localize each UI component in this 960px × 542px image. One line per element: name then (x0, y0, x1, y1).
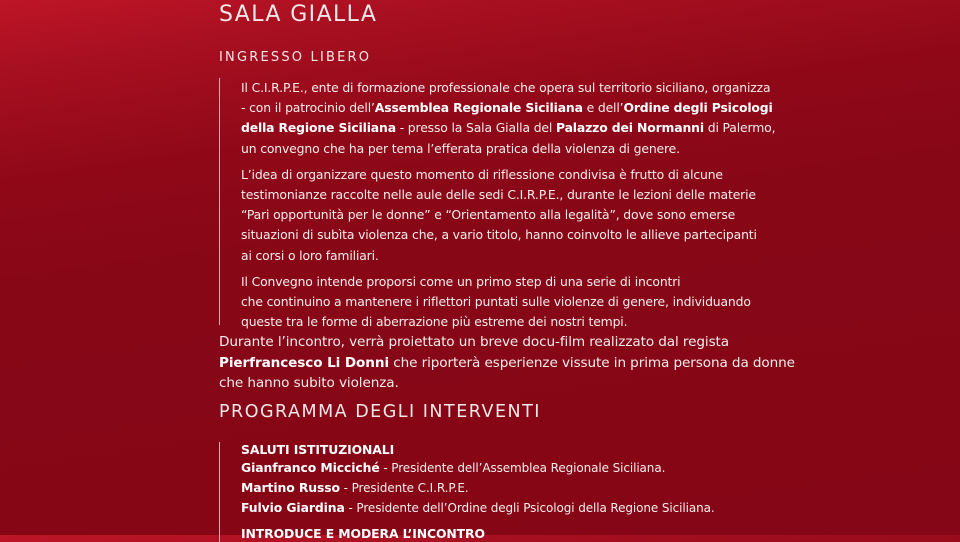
program-title: PROGRAMMA DEGLI INTERVENTI (219, 402, 541, 422)
text: Il C.I.R.P.E., ente di formazione professionale che opera sul territorio siciliano, organizza (241, 80, 771, 95)
section-label-greetings: SALUTI ISTITUZIONALI (241, 442, 395, 457)
text-line: Il Convegno intende proporsi come un primo step di una serie di incontri (241, 273, 681, 289)
speaker-name: Gianfranco Micciché (241, 460, 380, 475)
speaker-name: Martino Russo (241, 480, 340, 495)
speaker-item (241, 478, 841, 498)
speaker-role: - Presidente C.I.R.P.E. (339, 481, 469, 495)
speaker-role: - Presidente dell’Ordine degli Psicologi della Regione Siciliana. (344, 501, 715, 515)
organization-name: Ordine degli Psicologi (623, 100, 773, 116)
text: Durante l’incontro, verrà proiettato un breve docu-film realizzato dal regista (219, 334, 730, 350)
speaker-name: Fulvio Giardina (241, 500, 345, 515)
section-label-moderator: INTRODUCE E MODERA L’INCONTRO (241, 526, 485, 541)
venue-name: Palazzo dei Normanni (555, 120, 704, 136)
text-line: queste tra le forme di aberrazione più estreme dei nostri tempi. (241, 314, 628, 330)
text: un convegno che ha per tema l’efferata pratica della violenza di genere. (241, 140, 680, 156)
description-paragraph-2 (241, 165, 841, 266)
text: di Palermo, (703, 120, 776, 136)
director-name: Pierfrancesco Li Donni (219, 354, 390, 371)
admission-subtitle: INGRESSO LIBERO (219, 50, 372, 65)
venue-title: SALA GIALLA (219, 2, 378, 27)
description-block (219, 78, 841, 330)
documentary-intro (219, 332, 795, 394)
text-line: “Pari opportunità per le donne” e “Orientamento alla legalità”, dove sono emerse (241, 207, 736, 223)
organization-name: della Regione Siciliana (241, 120, 396, 136)
text: che riporterà esperienze vissute in prima persona da donne (389, 354, 795, 371)
speaker-item (241, 458, 841, 478)
organization-name: Assemblea Regionale Siciliana (374, 100, 583, 116)
text: - presso la Sala Gialla del (395, 120, 556, 136)
speaker-role: - Presidente dell’Assemblea Regionale Siciliana. (379, 461, 666, 475)
text: che hanno subito violenza. (219, 375, 399, 391)
text-line: che continuino a mantenere i riflettori puntati sulle violenze di genere, individuando (241, 294, 751, 310)
text-line: testimonianze raccolte nelle aule delle sedi C.I.R.P.E., durante le lezioni delle materie (241, 187, 756, 203)
text-line: L’idea di organizzare questo momento di riflessione condivisa è frutto di alcune (241, 166, 723, 182)
description-paragraph-1 (241, 78, 841, 159)
text: e dell’ (582, 100, 624, 116)
text-line: ai corsi o loro familiari. (241, 247, 379, 263)
program-block (219, 442, 841, 542)
text: - con il patrocinio dell’ (241, 100, 375, 116)
description-paragraph-3 (241, 272, 841, 333)
speaker-item (241, 498, 841, 518)
text-line: situazioni di subìta violenza che, a vario titolo, hanno coinvolto le allieve partecipanti (241, 227, 757, 243)
